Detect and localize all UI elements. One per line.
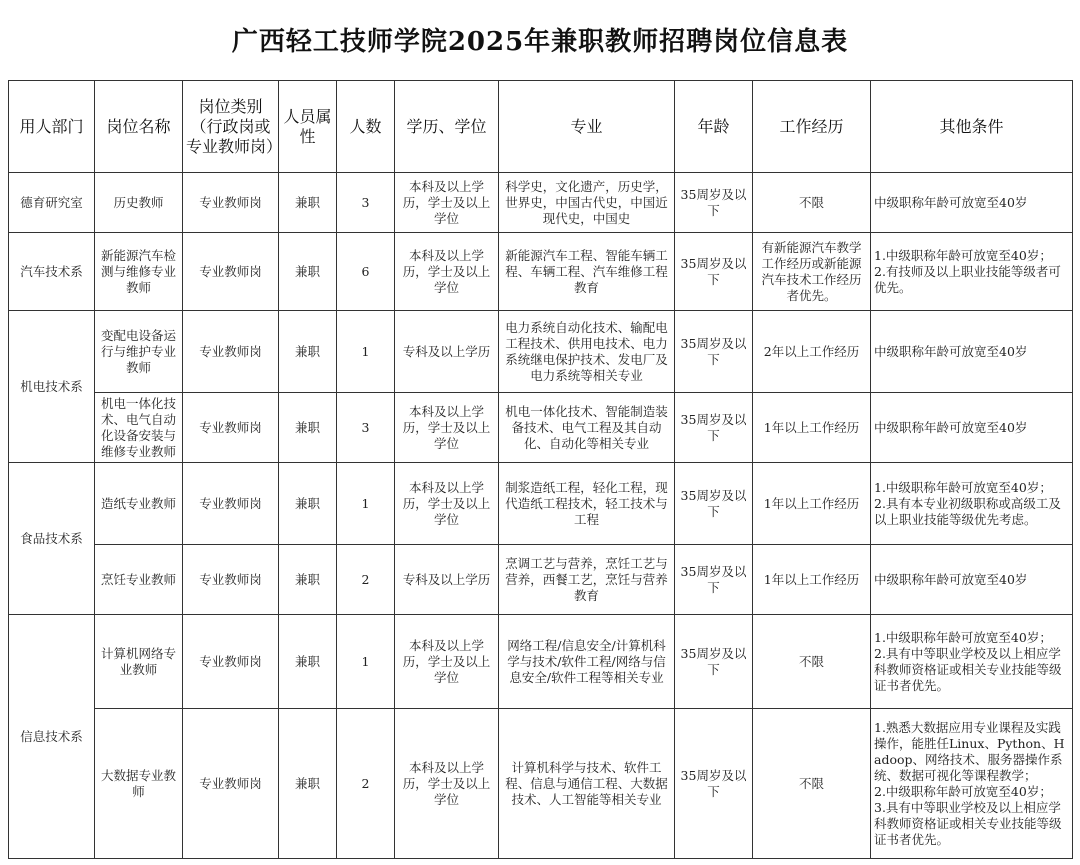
category-cell: 专业教师岗	[183, 615, 279, 709]
count-cell: 3	[337, 173, 395, 233]
other-condition-line: 中级职称年龄可放宽至40岁	[874, 343, 1028, 359]
position-cell: 变配电设备运行与维护专业教师	[95, 311, 183, 393]
position-cell: 机电一体化技术、电气自动化设备安装与维修专业教师	[95, 393, 183, 463]
age-cell: 35周岁及以下	[675, 311, 753, 393]
experience-cell: 不限	[753, 173, 871, 233]
other-condition-line: 1.中级职称年龄可放宽至40岁；	[874, 479, 1052, 495]
experience-cell: 有新能源汽车教学工作经历或新能源汽车技术工作经历者优先。	[753, 233, 871, 311]
department-cell: 食品技术系	[9, 463, 95, 615]
other-condition-line: 2.中级职称年龄可放宽至40岁；	[874, 783, 1052, 799]
age-cell: 35周岁及以下	[675, 545, 753, 615]
recruitment-table	[8, 80, 1073, 859]
education-cell: 本科及以上学历，学士及以上学位	[395, 393, 499, 463]
experience-cell: 2年以上工作经历	[753, 311, 871, 393]
type-cell: 兼职	[279, 173, 337, 233]
header-experience: 工作经历	[753, 81, 871, 173]
other-condition-line: 2.具有本专业初级职称或高级工及以上职业技能等级优先考虑。	[874, 495, 1061, 527]
age-cell: 35周岁及以下	[675, 233, 753, 311]
category-cell: 专业教师岗	[183, 709, 279, 859]
category-cell: 专业教师岗	[183, 173, 279, 233]
major-cell: 电力系统自动化技术、输配电工程技术、供用电技术、电力系统继电保护技术、发电厂及电力系统等相关专业	[499, 311, 675, 393]
header-category: 岗位类别（行政岗或专业教师岗）	[183, 81, 279, 173]
header-education: 学历、学位	[395, 81, 499, 173]
header-type: 人员属性	[279, 81, 337, 173]
position-cell: 历史教师	[95, 173, 183, 233]
page-title: 广西轻工技师学院2025年兼职教师招聘岗位信息表	[231, 27, 849, 57]
other-condition-line: 中级职称年龄可放宽至40岁	[874, 194, 1028, 210]
education-cell: 本科及以上学历，学士及以上学位	[395, 615, 499, 709]
experience-cell: 1年以上工作经历	[753, 463, 871, 545]
major-cell: 计算机科学与技术、软件工程、信息与通信工程、大数据技术、人工智能等相关专业	[499, 709, 675, 859]
other-condition-line: 1.中级职称年龄可放宽至40岁；	[874, 247, 1052, 263]
table-row	[9, 311, 1073, 393]
major-cell: 机电一体化技术、智能制造装备技术、电气工程及其自动化、自动化等相关专业	[499, 393, 675, 463]
header-position: 岗位名称	[95, 81, 183, 173]
other-condition-line: 3.具有中等职业学校及以上相应学科教师资格证或相关专业技能等级证书者优先。	[874, 799, 1062, 847]
major-cell: 科学史，文化遗产，历史学，世界史，中国古代史，中国近现代史，中国史	[499, 173, 675, 233]
major-cell: 烹调工艺与营养，烹饪工艺与营养，西餐工艺，烹饪与营养教育	[499, 545, 675, 615]
header-count: 人数	[337, 81, 395, 173]
other-conditions-cell	[871, 311, 1073, 393]
major-cell: 新能源汽车工程、智能车辆工程、车辆工程、汽车维修工程教育	[499, 233, 675, 311]
category-cell: 专业教师岗	[183, 545, 279, 615]
major-cell: 网络工程/信息安全/计算机科学与技术/软件工程/网络与信息安全/软件工程等相关专业	[499, 615, 675, 709]
other-conditions-cell	[871, 545, 1073, 615]
other-condition-line: 2.有技师及以上职业技能等级者可优先。	[874, 263, 1061, 295]
type-cell: 兼职	[279, 311, 337, 393]
count-cell: 1	[337, 311, 395, 393]
age-cell: 35周岁及以下	[675, 615, 753, 709]
header-other: 其他条件	[871, 81, 1073, 173]
department-cell: 信息技术系	[9, 615, 95, 859]
header-age: 年龄	[675, 81, 753, 173]
education-cell: 专科及以上学历	[395, 545, 499, 615]
table-row	[9, 545, 1073, 615]
category-cell: 专业教师岗	[183, 233, 279, 311]
department-cell: 德育研究室	[9, 173, 95, 233]
position-cell: 新能源汽车检测与维修专业教师	[95, 233, 183, 311]
header-department: 用人部门	[9, 81, 95, 173]
age-cell: 35周岁及以下	[675, 173, 753, 233]
header-row	[9, 81, 1073, 173]
department-cell: 机电技术系	[9, 311, 95, 463]
education-cell: 本科及以上学历，学士及以上学位	[395, 173, 499, 233]
table-row	[9, 463, 1073, 545]
age-cell: 35周岁及以下	[675, 463, 753, 545]
position-cell: 烹饪专业教师	[95, 545, 183, 615]
education-cell: 专科及以上学历	[395, 311, 499, 393]
type-cell: 兼职	[279, 709, 337, 859]
count-cell: 2	[337, 545, 395, 615]
category-cell: 专业教师岗	[183, 463, 279, 545]
experience-cell: 不限	[753, 709, 871, 859]
experience-cell: 1年以上工作经历	[753, 393, 871, 463]
other-condition-line: 2.具有中等职业学校及以上相应学科教师资格证或相关专业技能等级证书者优先。	[874, 645, 1062, 693]
other-condition-line: 中级职称年龄可放宽至40岁	[874, 419, 1028, 435]
other-conditions-cell	[871, 233, 1073, 311]
table-row	[9, 393, 1073, 463]
count-cell: 1	[337, 463, 395, 545]
department-cell: 汽车技术系	[9, 233, 95, 311]
other-conditions-cell	[871, 463, 1073, 545]
type-cell: 兼职	[279, 393, 337, 463]
other-conditions-cell	[871, 615, 1073, 709]
type-cell: 兼职	[279, 463, 337, 545]
major-cell: 制浆造纸工程，轻化工程，现代造纸工程技术，轻工技术与工程	[499, 463, 675, 545]
other-condition-line: 中级职称年龄可放宽至40岁	[874, 571, 1028, 587]
education-cell: 本科及以上学历，学士及以上学位	[395, 233, 499, 311]
count-cell: 6	[337, 233, 395, 311]
age-cell: 35周岁及以下	[675, 393, 753, 463]
other-condition-line: 1.中级职称年龄可放宽至40岁；	[874, 629, 1052, 645]
experience-cell: 不限	[753, 615, 871, 709]
type-cell: 兼职	[279, 545, 337, 615]
category-cell: 专业教师岗	[183, 311, 279, 393]
table-row	[9, 615, 1073, 709]
type-cell: 兼职	[279, 233, 337, 311]
other-conditions-cell	[871, 173, 1073, 233]
other-conditions-cell	[871, 393, 1073, 463]
table-row	[9, 173, 1073, 233]
table-row	[9, 709, 1073, 859]
category-cell: 专业教师岗	[183, 393, 279, 463]
education-cell: 本科及以上学历，学士及以上学位	[395, 709, 499, 859]
other-conditions-cell	[871, 709, 1073, 859]
position-cell: 大数据专业教师	[95, 709, 183, 859]
position-cell: 造纸专业教师	[95, 463, 183, 545]
count-cell: 1	[337, 615, 395, 709]
type-cell: 兼职	[279, 615, 337, 709]
count-cell: 3	[337, 393, 395, 463]
position-cell: 计算机网络专业教师	[95, 615, 183, 709]
age-cell: 35周岁及以下	[675, 709, 753, 859]
experience-cell: 1年以上工作经历	[753, 545, 871, 615]
table-row	[9, 233, 1073, 311]
count-cell: 2	[337, 709, 395, 859]
education-cell: 本科及以上学历，学士及以上学位	[395, 463, 499, 545]
other-condition-line: 1.熟悉大数据应用专业课程及实践操作，能胜任Linux、Python、Hadoop、网络技术、服务器操作系统、数据可视化等课程教学；	[874, 719, 1065, 783]
header-major: 专业	[499, 81, 675, 173]
